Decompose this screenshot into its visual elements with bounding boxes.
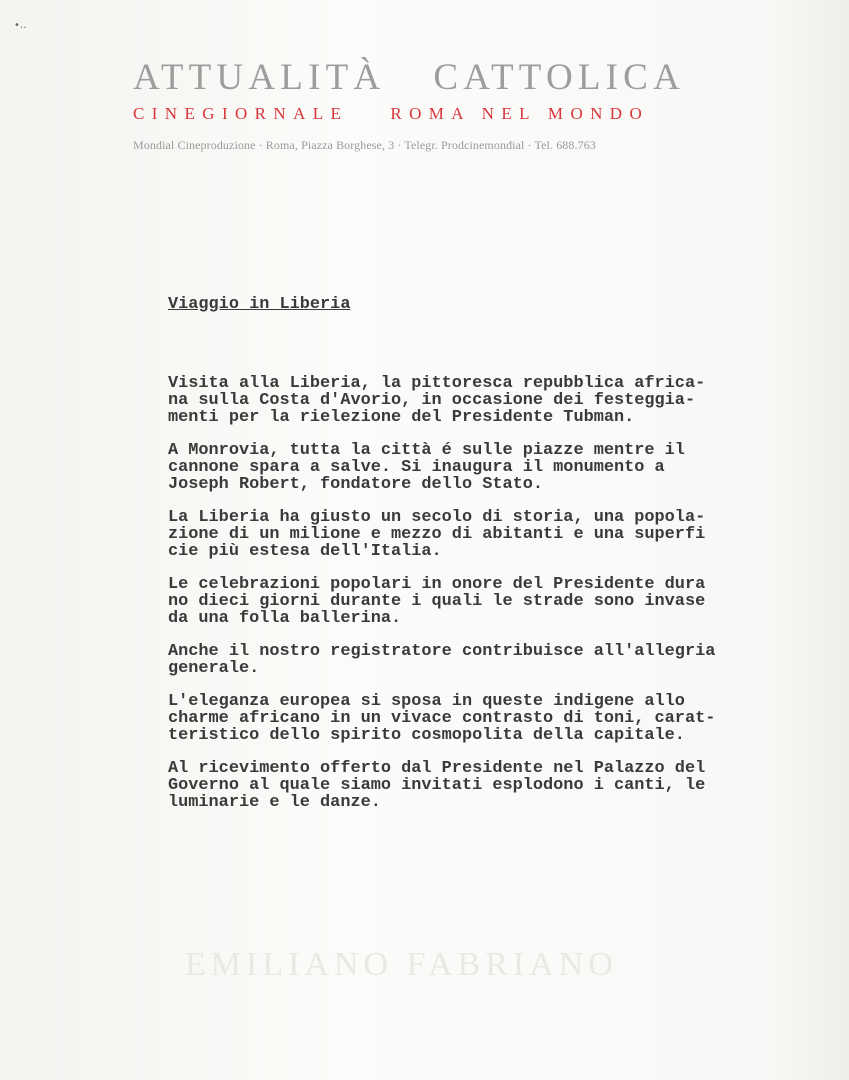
paragraph-line: La Liberia ha giusto un secolo di storia, una popola-: [168, 508, 706, 527]
paragraph-line: zione di un milione e mezzo di abitanti e una superfi: [168, 525, 706, 544]
letterhead-subtitle-left: CINEGIORNALE: [133, 104, 349, 123]
paragraph: [168, 760, 715, 811]
paragraph-line: menti per la rielezione del Presidente Tubman.: [168, 408, 635, 427]
letterhead-title-right: CATTOLICA: [433, 57, 685, 98]
letterhead-address: Mondial Cineproduzione · Roma, Piazza Borghese, 3 · Telegr. Prodcinemondial · Tel. 688.763: [133, 138, 596, 152]
corner-mark: •‥: [14, 20, 27, 31]
paragraph-line: no dieci giorni durante i quali le strade sono invase: [168, 592, 706, 611]
paragraph-line: cie più estesa dell'Italia.: [168, 542, 442, 561]
paragraph-line: luminarie e le danze.: [168, 793, 381, 812]
paragraph: [168, 643, 715, 677]
paragraph-line: generale.: [168, 659, 260, 678]
paragraph-line: Governo al quale siamo invitati esplodono i canti, le: [168, 776, 706, 795]
paragraph-line: Visita alla Liberia, la pittoresca repubblica africa-: [168, 374, 706, 393]
letterhead-title: [133, 56, 718, 99]
paragraph-line: Al ricevimento offerto dal Presidente nel Palazzo del: [168, 759, 706, 778]
paragraph-line: na sulla Costa d'Avorio, in occasione dei festeggia-: [168, 391, 696, 410]
paragraph: [168, 442, 715, 493]
paragraph-line: Anche il nostro registratore contribuisce all'allegria: [168, 642, 716, 661]
paragraph-line: charme africano in un vivace contrasto di toni, carat-: [168, 709, 716, 728]
letterhead-title-left: ATTUALITÀ: [133, 57, 386, 98]
letterhead-subtitle-right: ROMA NEL MONDO: [390, 104, 650, 123]
document-title: Viaggio in Liberia: [168, 295, 351, 314]
paragraph-line: Joseph Robert, fondatore dello Stato.: [168, 475, 544, 494]
paragraph-line: L'eleganza europea si sposa in queste indigene allo: [168, 692, 685, 711]
letterhead-subtitle: [133, 104, 718, 124]
watermark: EMILIANO FABRIANO: [185, 946, 618, 983]
document-body: [168, 296, 715, 827]
paragraphs: [168, 375, 715, 811]
paragraph-line: cannone spara a salve. Si inaugura il monumento a: [168, 458, 665, 477]
paragraph: [168, 693, 715, 744]
paragraph: [168, 375, 715, 426]
paragraph-line: A Monrovia, tutta la città é sulle piazze mentre il: [168, 441, 685, 460]
paragraph: [168, 576, 715, 627]
paragraph-line: Le celebrazioni popolari in onore del Presidente dura: [168, 575, 706, 594]
paragraph-line: teristico dello spirito cosmopolita della capitale.: [168, 726, 685, 745]
paragraph-line: da una folla ballerina.: [168, 609, 402, 628]
paragraph: [168, 509, 715, 560]
